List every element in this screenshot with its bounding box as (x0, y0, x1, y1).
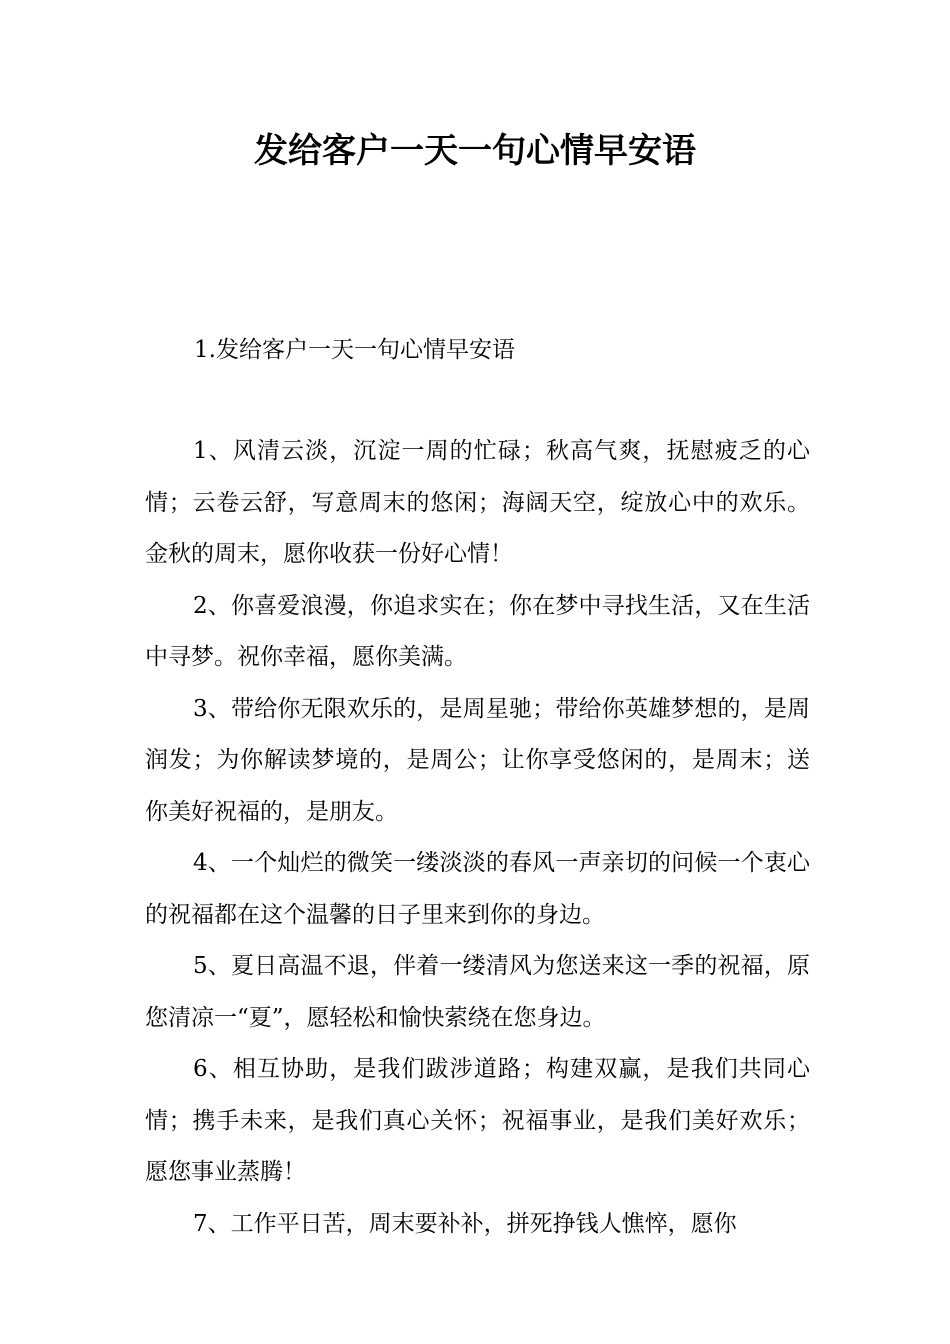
paragraph-3: 3、带给你无限欢乐的，是周星驰；带给你英雄梦想的，是周润发；为你解读梦境的，是周公；让你享受悠闲的，是周末；送你美好祝福的，是朋友。 (145, 695, 810, 825)
section-heading: 1.发给客户一天一句心情早安语 (194, 337, 515, 363)
paragraph-6: 6、相互协助，是我们跋涉道路；构建双赢，是我们共同心情；携手未来，是我们真心关怀；祝福事业，是我们美好欢乐；愿您事业蒸腾！ (145, 1056, 810, 1185)
paragraph-7: 7、工作平日苦，周末要补补，拼死挣钱人憔悴，愿你 (193, 1210, 737, 1237)
document-title: 发给客户一天一句心情早安语 (254, 131, 696, 171)
paragraph-1: 1、风清云淡，沉淀一周的忙碌；秋高气爽，抚慰疲乏的心情；云卷云舒，写意周末的悠闲；海阔天空，绽放心中的欢乐。金秋的周末，愿你收获一份好心情！ (145, 438, 810, 567)
paragraph-5: 5、夏日高温不退，伴着一缕清风为您送来这一季的祝福，原您清凉一“夏”，愿轻松和愉快萦绕在您身边。 (145, 953, 810, 1031)
paragraph-2: 2、你喜爱浪漫，你追求实在；你在梦中寻找生活，又在生活中寻梦。祝你幸福，愿你美满。 (145, 592, 810, 670)
paragraph-4: 4、一个灿烂的微笑一缕淡淡的春风一声亲切的问候一个衷心的祝福都在这个温馨的日子里来到你的身边。 (145, 850, 810, 928)
document-body (145, 426, 810, 1250)
